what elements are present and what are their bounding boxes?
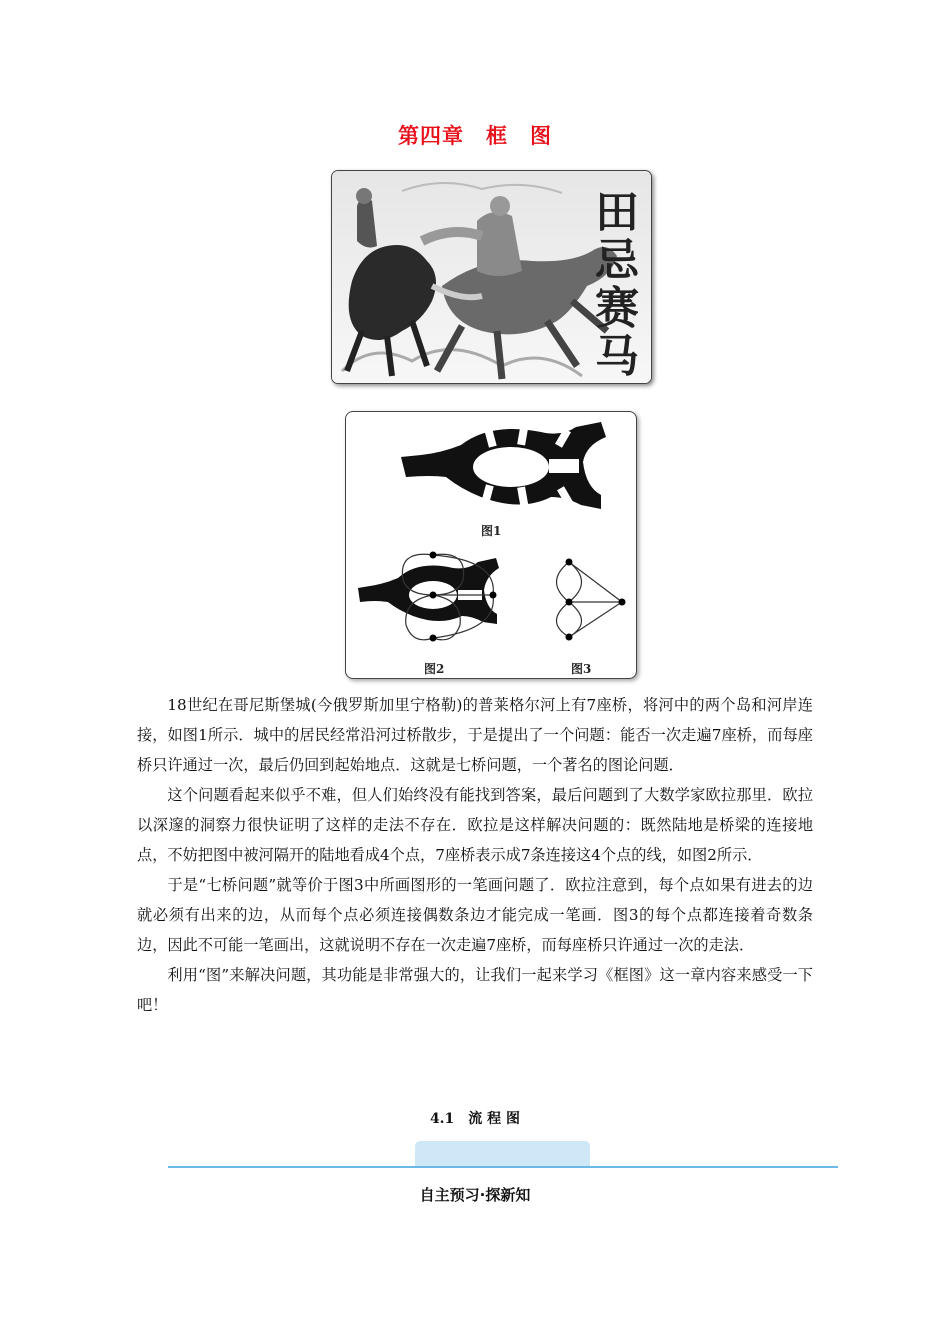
calligraphy-char: 忌 <box>595 235 639 286</box>
fig1-label: 图1 <box>481 524 502 538</box>
konigsberg-river-map <box>401 417 611 517</box>
chapter-title: 第四章 框 图 <box>398 123 552 148</box>
calligraphy-char: 田 <box>595 187 639 238</box>
konigsberg-graph-overlay <box>358 550 508 650</box>
tianji-calligraphy-title <box>589 189 645 381</box>
euler-graph <box>544 557 634 647</box>
section-title: 4.1 流 程 图 <box>429 1111 521 1127</box>
calligraphy-char: 赛 <box>595 283 639 334</box>
section-banner-line <box>168 1166 838 1168</box>
paragraph: 这个问题看起来似乎不难，但人们始终没有能找到答案，最后问题到了大数学家欧拉那里．欧拉以深邃的洞察力很快证明了这样的走法不存在．欧拉是这样解决问题的：既然陆地是桥梁的连接地点，不妨把图中被河隔开的陆地看成4个点，7座桥表示成7条连接这4个点的线，如图2所示． <box>137 786 813 864</box>
paragraph: 18世纪在哥尼斯堡城(今俄罗斯加里宁格勒)的普莱格尔河上有7座桥，将河中的两个岛和河岸连接，如图1所示．城中的居民经常沿河过桥散步，于是提出了一个问题：能否一次走遍7座桥，而每座桥只许通过一次，最后仍回到起始地点．这就是七桥问题，一个著名的图论问题． <box>137 696 813 774</box>
tianji-horse-race-illustration <box>331 170 652 384</box>
intro-text <box>137 690 813 1020</box>
preview-section-label: 自主预习·探新知 <box>419 1186 531 1204</box>
calligraphy-char: 马 <box>595 331 639 382</box>
paragraph: 于是“七桥问题”就等价于图3中所画图形的一笔画问题了．欧拉注意到，每个点如果有进去的边就必须有出来的边，从而每个点必须连接偶数条边才能完成一笔画．图3的每个点都连接着奇数条边，因此不可能一笔画出，这就说明不存在一次走遍7座桥，而每座桥只许通过一次的走法． <box>137 876 813 954</box>
fig2-label: 图2 <box>424 662 445 676</box>
fig3-label: 图3 <box>571 662 592 676</box>
seven-bridges-figure-panel <box>345 411 637 679</box>
paragraph: 利用“图”来解决问题，其功能是非常强大的，让我们一起来学习《框图》这一章内容来感受一下吧！ <box>137 966 813 1014</box>
section-banner-tab <box>415 1141 590 1167</box>
